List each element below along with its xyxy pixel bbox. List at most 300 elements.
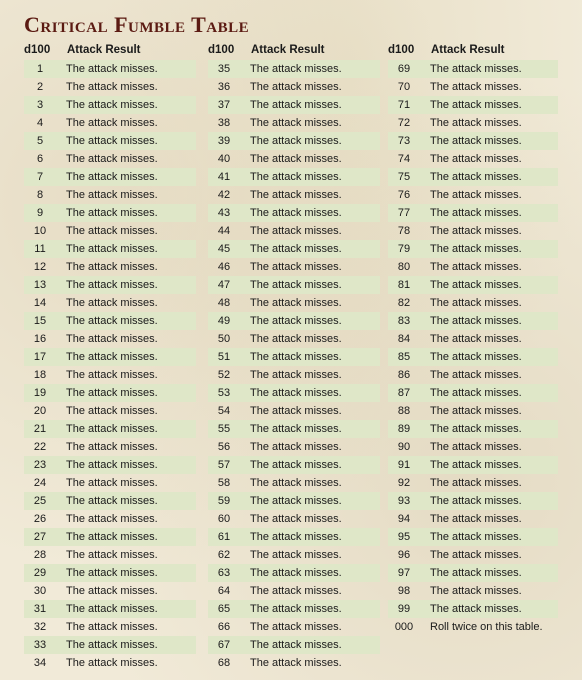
attack-result: The attack misses. (250, 153, 342, 165)
table-row (24, 168, 196, 186)
roll-number: 85 (397, 351, 411, 363)
table-row (208, 654, 380, 672)
table-row (24, 582, 196, 600)
roll-number: 93 (397, 495, 411, 507)
table-row (388, 618, 558, 636)
attack-result: The attack misses. (250, 657, 342, 669)
roll-number: 72 (397, 117, 411, 129)
table-row (24, 528, 196, 546)
table-row (208, 510, 380, 528)
table-row (208, 528, 380, 546)
attack-result: The attack misses. (430, 549, 522, 561)
table-row (388, 168, 558, 186)
roll-number: 1 (36, 63, 44, 75)
roll-number: 77 (397, 207, 411, 219)
roll-number: 47 (217, 279, 231, 291)
attack-result: The attack misses. (250, 369, 342, 381)
table-row (208, 186, 380, 204)
attack-result: The attack misses. (250, 225, 342, 237)
roll-number: 82 (397, 297, 411, 309)
roll-number: 35 (217, 63, 231, 75)
attack-result: The attack misses. (430, 567, 522, 579)
table-row (388, 456, 558, 474)
table-row (24, 600, 196, 618)
roll-number: 57 (217, 459, 231, 471)
roll-number: 48 (217, 297, 231, 309)
table-row (24, 276, 196, 294)
attack-result: The attack misses. (250, 117, 342, 129)
roll-number: 90 (397, 441, 411, 453)
attack-result: The attack misses. (66, 477, 158, 489)
table-row (208, 438, 380, 456)
attack-result: The attack misses. (250, 333, 342, 345)
attack-result: The attack misses. (250, 207, 342, 219)
table-row (24, 78, 196, 96)
attack-result: The attack misses. (430, 603, 522, 615)
table-row (24, 96, 196, 114)
roll-number: 11 (34, 243, 46, 255)
attack-result: The attack misses. (250, 603, 342, 615)
roll-number: 78 (397, 225, 411, 237)
roll-number: 27 (33, 531, 47, 543)
roll-number: 61 (217, 531, 231, 543)
attack-result: The attack misses. (250, 63, 342, 75)
attack-result: The attack misses. (66, 603, 158, 615)
table-row (208, 78, 380, 96)
roll-number: 64 (217, 585, 231, 597)
attack-result: The attack misses. (250, 585, 342, 597)
attack-result: The attack misses. (430, 225, 522, 237)
table-row (208, 402, 380, 420)
table-row (388, 564, 558, 582)
roll-number: 44 (217, 225, 231, 237)
attack-result: The attack misses. (430, 63, 522, 75)
roll-number: 28 (33, 549, 47, 561)
attack-result: The attack misses. (430, 315, 522, 327)
roll-number: 25 (33, 495, 47, 507)
table-row (388, 492, 558, 510)
roll-number: 52 (217, 369, 231, 381)
table-row (24, 294, 196, 312)
roll-number: 7 (36, 171, 44, 183)
roll-number: 41 (217, 171, 231, 183)
roll-number: 12 (33, 261, 47, 273)
attack-result: The attack misses. (66, 99, 158, 111)
table-rows (208, 60, 380, 672)
table-row (24, 654, 196, 672)
roll-number: 58 (217, 477, 231, 489)
attack-result: The attack misses. (250, 387, 342, 399)
header-attack-result: Attack Result (431, 44, 505, 56)
attack-result: The attack misses. (66, 459, 158, 471)
table-row (208, 348, 380, 366)
roll-number: 83 (397, 315, 411, 327)
table-row (208, 258, 380, 276)
attack-result: The attack misses. (430, 531, 522, 543)
roll-number: 68 (217, 657, 231, 669)
attack-result: The attack misses. (66, 315, 158, 327)
roll-number: 51 (217, 351, 231, 363)
table-row (208, 330, 380, 348)
table-row (24, 186, 196, 204)
roll-number: 70 (397, 81, 411, 93)
attack-result: The attack misses. (250, 549, 342, 561)
roll-number: 42 (217, 189, 231, 201)
attack-result: The attack misses. (430, 369, 522, 381)
roll-number: 76 (397, 189, 411, 201)
table-row (208, 366, 380, 384)
attack-result: The attack misses. (250, 495, 342, 507)
attack-result: The attack misses. (430, 351, 522, 363)
table-row (24, 618, 196, 636)
roll-number: 88 (397, 405, 411, 417)
table-row (208, 564, 380, 582)
roll-number: 000 (394, 621, 414, 633)
roll-number: 19 (33, 387, 47, 399)
table-row (388, 474, 558, 492)
table-row (24, 114, 196, 132)
roll-number: 43 (217, 207, 231, 219)
attack-result: The attack misses. (250, 261, 342, 273)
attack-result: The attack misses. (66, 189, 158, 201)
attack-result: The attack misses. (250, 639, 342, 651)
header-d100: d100 (24, 44, 51, 56)
roll-number: 98 (397, 585, 411, 597)
attack-result: The attack misses. (66, 405, 158, 417)
attack-result: The attack misses. (430, 117, 522, 129)
roll-number: 39 (217, 135, 231, 147)
roll-number: 29 (33, 567, 47, 579)
table-row (208, 636, 380, 654)
table-row (208, 474, 380, 492)
roll-number: 20 (33, 405, 47, 417)
roll-number: 24 (33, 477, 47, 489)
table-row (24, 492, 196, 510)
table-row (208, 420, 380, 438)
attack-result: The attack misses. (430, 171, 522, 183)
table-header (24, 44, 196, 60)
roll-number: 14 (33, 297, 47, 309)
roll-number: 53 (217, 387, 231, 399)
attack-result: The attack misses. (430, 441, 522, 453)
roll-number: 23 (33, 459, 47, 471)
attack-result: The attack misses. (250, 423, 342, 435)
attack-result: The attack misses. (66, 549, 158, 561)
attack-result: The attack misses. (66, 171, 158, 183)
attack-result: The attack misses. (250, 405, 342, 417)
table-row (24, 402, 196, 420)
roll-number: 66 (217, 621, 231, 633)
table-row (24, 348, 196, 366)
roll-number: 62 (217, 549, 231, 561)
table-row (388, 150, 558, 168)
roll-number: 95 (397, 531, 411, 543)
table-row (208, 600, 380, 618)
attack-result: The attack misses. (66, 351, 158, 363)
roll-number: 69 (397, 63, 411, 75)
roll-number: 92 (397, 477, 411, 489)
table-row (208, 204, 380, 222)
attack-result: The attack misses. (66, 279, 158, 291)
roll-number: 18 (33, 369, 47, 381)
table-row (388, 546, 558, 564)
attack-result: The attack misses. (430, 189, 522, 201)
roll-number: 56 (217, 441, 231, 453)
roll-number: 65 (217, 603, 231, 615)
roll-number: 60 (217, 513, 231, 525)
table-row (208, 312, 380, 330)
roll-number: 45 (217, 243, 231, 255)
attack-result: The attack misses. (430, 99, 522, 111)
attack-result: The attack misses. (430, 423, 522, 435)
roll-number: 32 (33, 621, 47, 633)
roll-number: 97 (397, 567, 411, 579)
roll-number: 86 (397, 369, 411, 381)
table-row (24, 564, 196, 582)
roll-number: 16 (33, 333, 47, 345)
attack-result: The attack misses. (66, 333, 158, 345)
table-row (24, 438, 196, 456)
table-row (388, 60, 558, 78)
attack-result: The attack misses. (250, 315, 342, 327)
table-rows (24, 60, 196, 672)
roll-number: 37 (217, 99, 231, 111)
attack-result: The attack misses. (66, 567, 158, 579)
table-row (208, 150, 380, 168)
roll-number: 99 (397, 603, 411, 615)
roll-number: 54 (217, 405, 231, 417)
table-row (388, 600, 558, 618)
roll-number: 75 (397, 171, 411, 183)
roll-number: 63 (217, 567, 231, 579)
table-row (208, 276, 380, 294)
attack-result: The attack misses. (250, 135, 342, 147)
attack-result: The attack misses. (66, 243, 158, 255)
attack-result: The attack misses. (430, 477, 522, 489)
roll-number: 40 (217, 153, 231, 165)
roll-number: 30 (33, 585, 47, 597)
roll-number: 36 (217, 81, 231, 93)
roll-number: 26 (33, 513, 47, 525)
attack-result: The attack misses. (66, 135, 158, 147)
table-row (24, 132, 196, 150)
roll-number: 94 (397, 513, 411, 525)
attack-result: The attack misses. (430, 585, 522, 597)
table-row (208, 132, 380, 150)
table-row (388, 114, 558, 132)
attack-result: The attack misses. (430, 243, 522, 255)
table-row (388, 222, 558, 240)
roll-number: 46 (217, 261, 231, 273)
header-d100: d100 (208, 44, 235, 56)
table-row (208, 582, 380, 600)
table-row (24, 150, 196, 168)
roll-number: 59 (217, 495, 231, 507)
attack-result: The attack misses. (250, 459, 342, 471)
table-row (24, 258, 196, 276)
attack-result: The attack misses. (430, 153, 522, 165)
attack-result: The attack misses. (250, 99, 342, 111)
table-row (388, 276, 558, 294)
attack-result: The attack misses. (250, 351, 342, 363)
roll-number: 49 (217, 315, 231, 327)
table-row (24, 240, 196, 258)
table-row (24, 312, 196, 330)
roll-number: 81 (397, 279, 411, 291)
attack-result: The attack misses. (250, 243, 342, 255)
attack-result: The attack misses. (430, 333, 522, 345)
table-row (208, 168, 380, 186)
roll-number: 67 (217, 639, 231, 651)
table-row (24, 366, 196, 384)
table-row (388, 510, 558, 528)
attack-result: The attack misses. (66, 585, 158, 597)
roll-number: 89 (397, 423, 411, 435)
roll-number: 3 (36, 99, 44, 111)
table-row (388, 420, 558, 438)
attack-result: The attack misses. (250, 513, 342, 525)
attack-result: The attack misses. (66, 297, 158, 309)
roll-number: 17 (33, 351, 47, 363)
header-attack-result: Attack Result (67, 44, 141, 56)
table-row (24, 474, 196, 492)
attack-result: The attack misses. (430, 495, 522, 507)
table-row (208, 240, 380, 258)
attack-result: The attack misses. (66, 207, 158, 219)
roll-number: 34 (33, 657, 47, 669)
table-row (388, 438, 558, 456)
roll-number: 33 (33, 639, 47, 651)
roll-number: 74 (397, 153, 411, 165)
attack-result: The attack misses. (66, 657, 158, 669)
roll-number: 80 (397, 261, 411, 273)
attack-result: The attack misses. (66, 423, 158, 435)
table-row (388, 528, 558, 546)
table-row (24, 636, 196, 654)
attack-result: The attack misses. (250, 441, 342, 453)
table-row (388, 294, 558, 312)
table-row (24, 384, 196, 402)
roll-number: 10 (33, 225, 47, 237)
table-row (24, 510, 196, 528)
roll-number: 2 (36, 81, 44, 93)
attack-result: The attack misses. (250, 477, 342, 489)
table-row (208, 492, 380, 510)
table-row (388, 366, 558, 384)
attack-result: The attack misses. (66, 531, 158, 543)
roll-number: 4 (36, 117, 44, 129)
table-row (388, 132, 558, 150)
attack-result: The attack misses. (250, 297, 342, 309)
attack-result: The attack misses. (66, 495, 158, 507)
table-row (24, 330, 196, 348)
attack-result: The attack misses. (66, 117, 158, 129)
table-row (388, 348, 558, 366)
attack-result: The attack misses. (250, 189, 342, 201)
table-row (208, 384, 380, 402)
header-attack-result: Attack Result (251, 44, 325, 56)
table-row (388, 78, 558, 96)
table-row (24, 222, 196, 240)
table-row (208, 546, 380, 564)
attack-result: Roll twice on this table. (430, 621, 543, 633)
table-row (24, 420, 196, 438)
page-title: Critical Fumble Table (24, 12, 250, 37)
attack-result: The attack misses. (250, 621, 342, 633)
attack-result: The attack misses. (250, 81, 342, 93)
attack-result: The attack misses. (430, 81, 522, 93)
roll-number: 15 (33, 315, 47, 327)
attack-result: The attack misses. (66, 63, 158, 75)
roll-number: 96 (397, 549, 411, 561)
attack-result: The attack misses. (250, 279, 342, 291)
attack-result: The attack misses. (430, 513, 522, 525)
attack-result: The attack misses. (250, 567, 342, 579)
table-row (208, 114, 380, 132)
table-row (208, 60, 380, 78)
attack-result: The attack misses. (250, 171, 342, 183)
roll-number: 71 (397, 99, 411, 111)
table-header (388, 44, 558, 60)
table-row (208, 96, 380, 114)
attack-result: The attack misses. (430, 261, 522, 273)
attack-result: The attack misses. (66, 81, 158, 93)
roll-number: 91 (397, 459, 411, 471)
attack-result: The attack misses. (430, 207, 522, 219)
table-header (208, 44, 380, 60)
table-row (24, 456, 196, 474)
roll-number: 38 (217, 117, 231, 129)
table-row (388, 240, 558, 258)
header-d100: d100 (388, 44, 415, 56)
table-row (388, 582, 558, 600)
roll-number: 84 (397, 333, 411, 345)
attack-result: The attack misses. (66, 441, 158, 453)
table-row (388, 258, 558, 276)
roll-number: 73 (397, 135, 411, 147)
table-column-2 (208, 44, 380, 672)
table-row (24, 60, 196, 78)
table-row (388, 186, 558, 204)
attack-result: The attack misses. (430, 405, 522, 417)
table-row (24, 546, 196, 564)
table-row (388, 96, 558, 114)
attack-result: The attack misses. (66, 261, 158, 273)
table-row (388, 330, 558, 348)
roll-number: 9 (36, 207, 44, 219)
roll-number: 22 (33, 441, 47, 453)
attack-result: The attack misses. (430, 387, 522, 399)
roll-number: 87 (397, 387, 411, 399)
attack-result: The attack misses. (66, 639, 158, 651)
table-row (208, 294, 380, 312)
table-row (388, 204, 558, 222)
attack-result: The attack misses. (430, 135, 522, 147)
table-column-3 (388, 44, 558, 636)
table-row (24, 204, 196, 222)
roll-number: 13 (33, 279, 47, 291)
attack-result: The attack misses. (430, 459, 522, 471)
attack-result: The attack misses. (430, 279, 522, 291)
table-rows (388, 60, 558, 636)
roll-number: 8 (36, 189, 44, 201)
attack-result: The attack misses. (66, 153, 158, 165)
table-row (388, 312, 558, 330)
roll-number: 21 (33, 423, 47, 435)
table-row (208, 456, 380, 474)
attack-result: The attack misses. (66, 369, 158, 381)
table-row (388, 384, 558, 402)
